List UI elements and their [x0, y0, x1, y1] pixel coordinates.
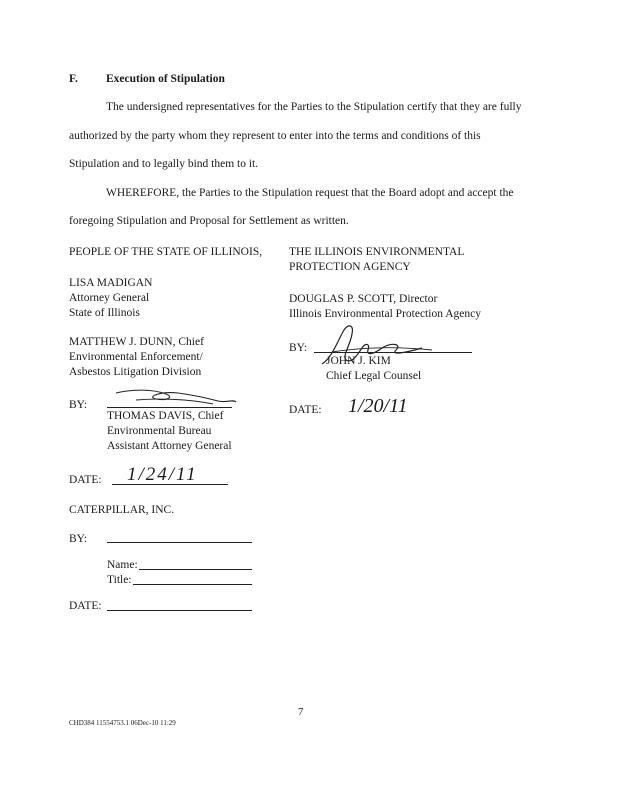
left-date-label: DATE: — [69, 474, 102, 486]
right-party-line-2: PROTECTION AGENCY — [289, 261, 411, 273]
paragraph-1-line-3: Stipulation and to legally bind them to it. — [69, 158, 259, 170]
attorney-general-name: LISA MADIGAN — [69, 277, 153, 289]
left-by-label: BY: — [69, 399, 88, 411]
section-number: F. — [69, 73, 78, 85]
davis-signature — [108, 385, 243, 409]
attorney-general-title: Attorney General — [69, 292, 150, 304]
caterpillar-party: CATERPILLAR, INC. — [69, 504, 175, 516]
caterpillar-signature-line — [107, 542, 252, 543]
caterpillar-by-label: BY: — [69, 533, 88, 545]
caterpillar-title-line — [133, 584, 252, 585]
paragraph-1-line-2: authorized by the party whom they represent to enter into the terms and conditions of this — [69, 130, 481, 142]
page-number: 7 — [298, 706, 304, 718]
left-date-value: 1/24/11 — [127, 464, 198, 485]
davis-name: THOMAS DAVIS, Chief — [107, 410, 224, 422]
caterpillar-name-label: Name: — [107, 559, 138, 571]
dunn-division-line-2: Asbestos Litigation Division — [69, 366, 202, 378]
paragraph-1-line-1: The undersigned representatives for the Parties to the Stipulation certify that they are fully — [106, 101, 522, 113]
caterpillar-date-line — [107, 610, 252, 611]
paragraph-2-line-2: foregoing Stipulation and Proposal for Settlement as written. — [69, 215, 349, 227]
kim-title: Chief Legal Counsel — [326, 370, 422, 382]
dunn-division-line-1: Environmental Enforcement/ — [69, 351, 203, 363]
right-party-line-1: THE ILLINOIS ENVIRONMENTAL — [289, 246, 465, 258]
attorney-general-state: State of Illinois — [69, 307, 140, 319]
right-date-label: DATE: — [289, 404, 322, 416]
caterpillar-date-label: DATE: — [69, 600, 102, 612]
epa-agency: Illinois Environmental Protection Agency — [289, 308, 481, 320]
right-date-value: 1/20/11 — [348, 395, 408, 417]
paragraph-2-line-1: WHEREFORE, the Parties to the Stipulation request that the Board adopt and accept the — [106, 187, 514, 199]
davis-bureau: Environmental Bureau — [107, 425, 212, 437]
section-heading: Execution of Stipulation — [106, 73, 225, 85]
davis-title: Assistant Attorney General — [107, 440, 232, 452]
caterpillar-name-line — [139, 569, 252, 570]
epa-director: DOUGLAS P. SCOTT, Director — [289, 293, 438, 305]
footer-document-code: CHD384 11554753.1 06Dec-10 11:29 — [69, 719, 176, 727]
left-party-name: PEOPLE OF THE STATE OF ILLINOIS, — [69, 246, 263, 258]
dunn-name: MATTHEW J. DUNN, Chief — [69, 336, 204, 348]
kim-name: JOHN J. KIM — [326, 355, 391, 367]
right-by-label: BY: — [289, 342, 308, 354]
caterpillar-title-label: Title: — [107, 574, 132, 586]
